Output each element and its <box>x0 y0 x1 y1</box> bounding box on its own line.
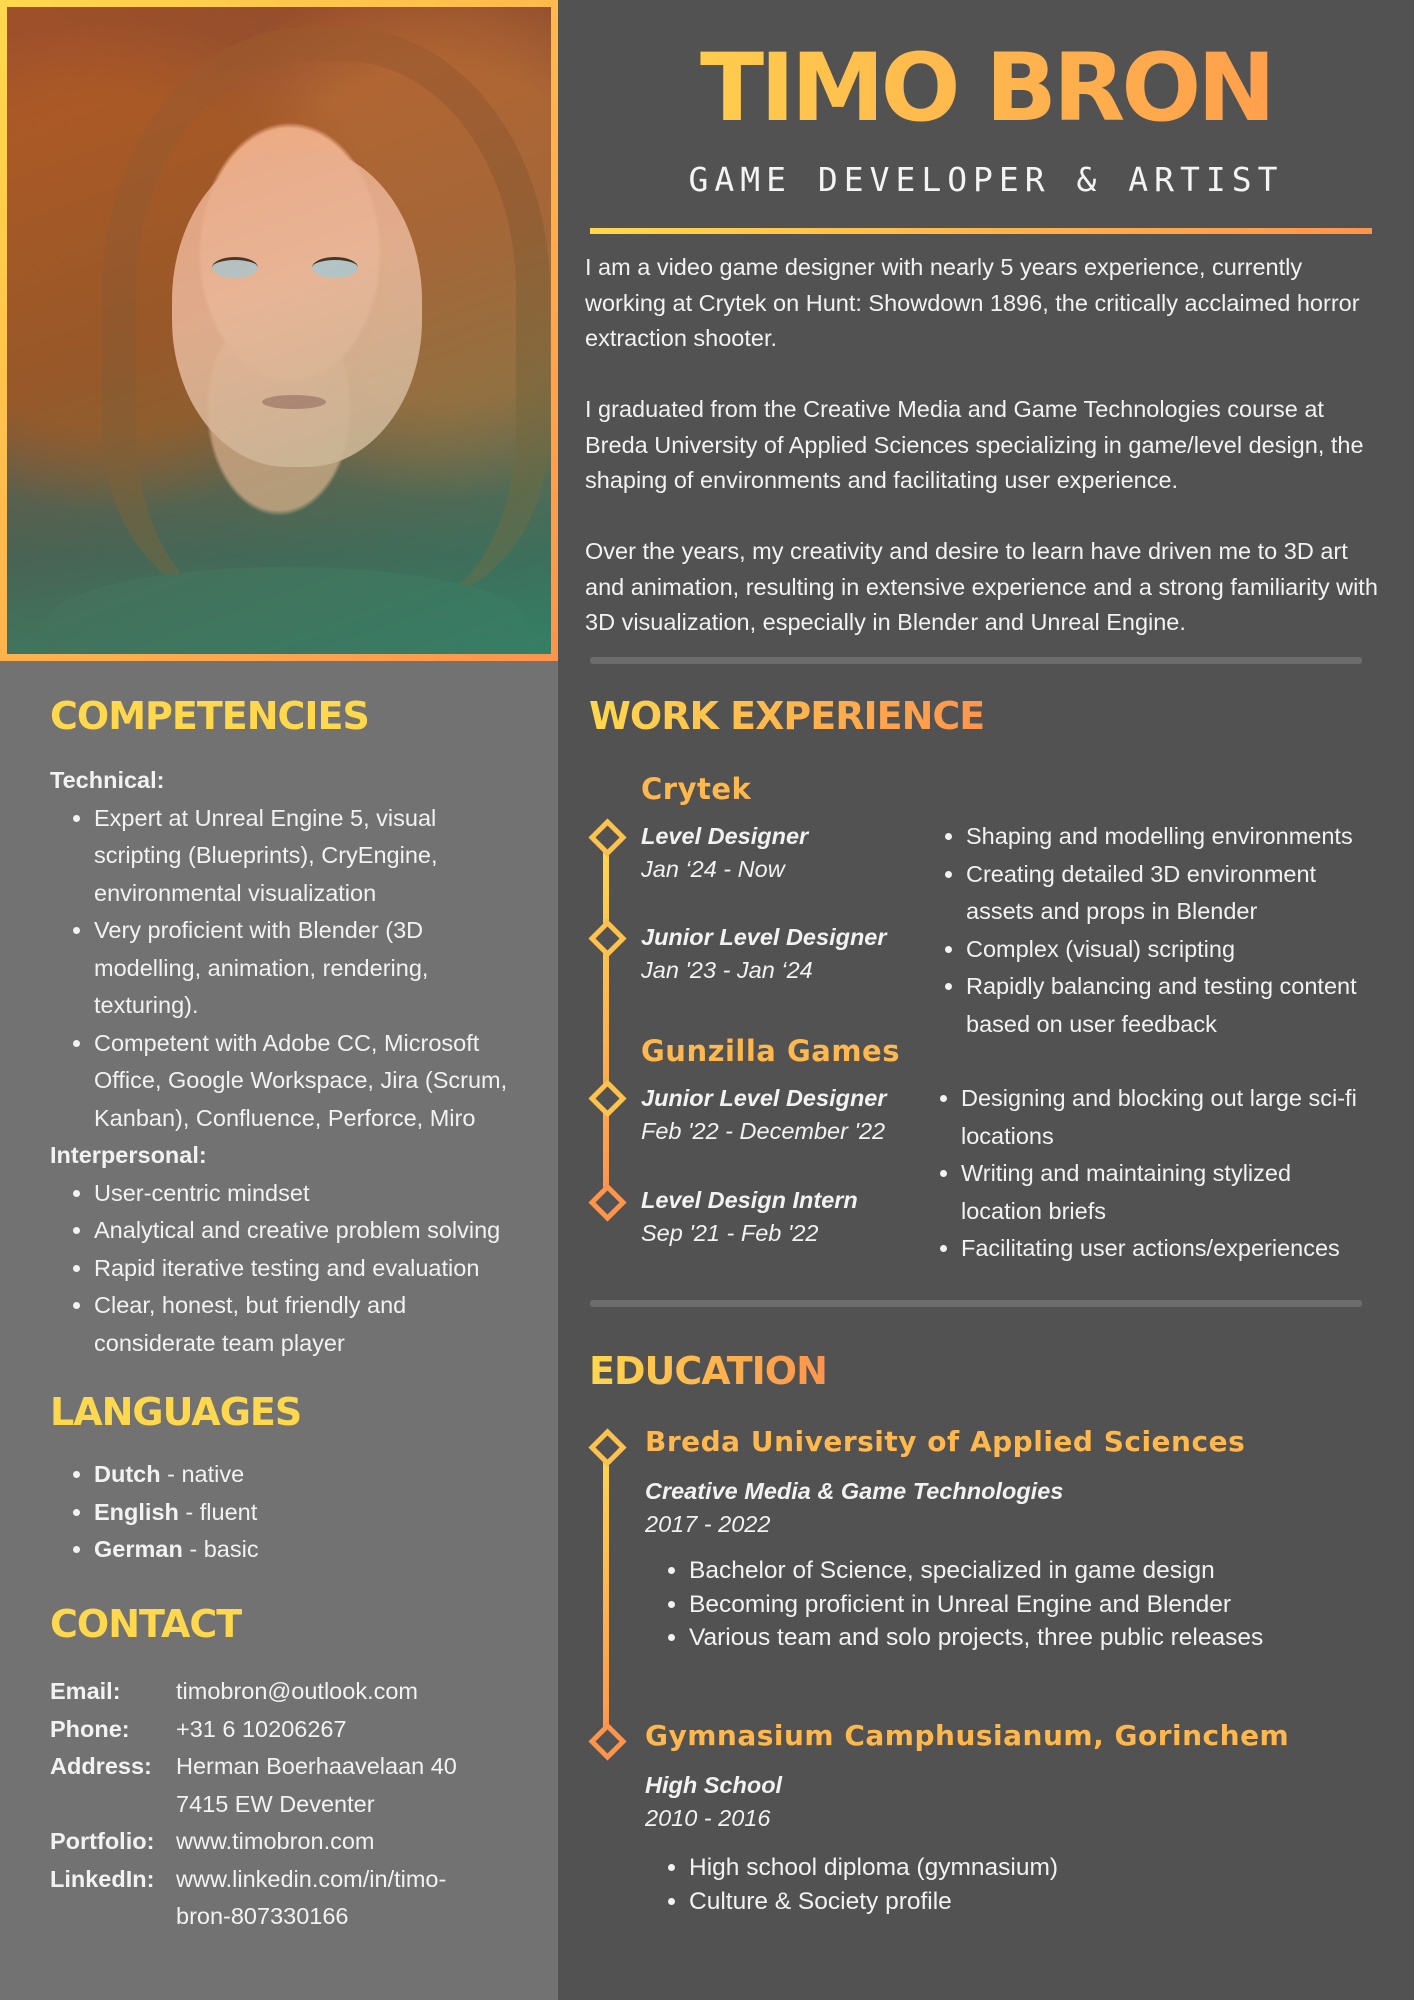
list-item: • Becoming proficient in Unreal Engine and Blender <box>689 1588 1365 1622</box>
education-entry <box>645 1475 1345 1541</box>
address-line: 7415 EW Deventer <box>176 1790 375 1817</box>
list-item: • Expert at Unreal Engine 5, visual scripting (Blueprints), CryEngine, environmental visualization <box>94 800 530 913</box>
job-title: Junior Level Designer <box>641 1085 887 1111</box>
list-item: • Shaping and modelling environments <box>966 818 1388 856</box>
photo-tint <box>7 7 551 654</box>
language-level: - fluent <box>178 1498 258 1525</box>
job-entry <box>641 921 931 987</box>
school-name: Gymnasium Camphusianum, Gorinchem <box>645 1719 1290 1752</box>
language-name: German <box>94 1536 183 1562</box>
email-value[interactable]: timobron@outlook.com <box>176 1678 418 1704</box>
language-item <box>94 1494 530 1532</box>
section-divider <box>590 657 1362 664</box>
list-item: • High school diploma (gymnasium) <box>689 1851 1365 1885</box>
list-item: • Various team and solo projects, three public releases <box>689 1621 1365 1655</box>
page-title: TIMO BRON <box>558 34 1414 144</box>
technical-label: Technical: <box>50 767 165 793</box>
job-dates: Feb '22 - December '22 <box>641 1118 886 1144</box>
address-label: Address: <box>50 1753 152 1779</box>
education-dates: 2010 - 2016 <box>645 1805 771 1831</box>
work-experience-heading: WORK EXPERIENCE <box>589 694 985 738</box>
linkedin-line: bron-807330166 <box>176 1903 349 1929</box>
profile-photo <box>0 0 558 661</box>
language-item <box>94 1531 530 1569</box>
header-divider <box>590 228 1372 234</box>
job-title: Junior Level Designer <box>641 924 887 950</box>
competencies-heading: COMPETENCIES <box>50 694 369 738</box>
list-item: • Writing and maintaining stylized location briefs <box>961 1155 1373 1230</box>
languages-heading: LANGUAGES <box>50 1390 302 1434</box>
language-name: Dutch <box>94 1461 161 1487</box>
school-name: Breda University of Applied Sciences <box>645 1425 1246 1458</box>
list-item: • Analytical and creative problem solving <box>94 1212 530 1250</box>
contact-heading: CONTACT <box>50 1602 242 1646</box>
portfolio-label: Portfolio: <box>50 1828 155 1854</box>
list-item: • User-centric mindset <box>94 1175 530 1213</box>
program-name: Creative Media & Game Technologies <box>645 1478 1064 1504</box>
about-paragraph: I am a video game designer with nearly 5 years experience, currently working at Crytek on Hunt: Showdown 1896, the critically acclaimed horror extraction shooter. <box>585 254 1360 351</box>
gymnasium-details <box>645 1851 1365 1918</box>
about-paragraph: Over the years, my creativity and desire to learn have driven me to 3D art and animation, resulting in extensive experience and a strong familiarity with 3D visualization, especially in Blender and Unreal Engine. <box>585 538 1378 635</box>
language-item <box>94 1456 530 1494</box>
program-name: High School <box>645 1772 783 1798</box>
about-paragraph: I graduated from the Creative Media and Game Technologies course at Breda University of Applied Sciences specializing in game/level design, the shaping of environments and facilitating user experience. <box>585 396 1364 493</box>
address-value <box>176 1748 457 1823</box>
linkedin-line: www.linkedin.com/in/timo- <box>176 1865 447 1892</box>
job-entry <box>641 820 931 886</box>
phone-value[interactable]: +31 6 10206267 <box>176 1715 347 1742</box>
list-item: • Culture & Society profile <box>689 1885 1365 1919</box>
phone-label: Phone: <box>50 1715 130 1742</box>
address-line: Herman Boerhaavelaan 40 <box>176 1753 457 1779</box>
email-label: Email: <box>50 1678 121 1704</box>
job-dates: Jan ‘24 - Now <box>641 856 785 882</box>
interpersonal-label: Interpersonal: <box>50 1142 207 1168</box>
language-level: - basic <box>182 1536 259 1562</box>
list-item: • Rapid iterative testing and evaluation <box>94 1250 530 1288</box>
job-entry <box>641 1082 941 1148</box>
list-item: • Bachelor of Science, specialized in game design <box>689 1554 1365 1588</box>
education-dates: 2017 - 2022 <box>645 1511 771 1537</box>
job-title: GAME DEVELOPER & ARTIST <box>688 160 1284 199</box>
linkedin-link[interactable] <box>176 1861 446 1936</box>
education-entry <box>645 1769 1345 1835</box>
list-item: • Clear, honest, but friendly and considerate team player <box>94 1287 530 1362</box>
list-item: • Rapidly balancing and testing content based on user feedback <box>966 968 1388 1043</box>
list-item: • Creating detailed 3D environment assets and props in Blender <box>966 856 1388 931</box>
about-section <box>585 250 1385 676</box>
work-timeline <box>603 836 609 1201</box>
crytek-duties <box>938 818 1388 1043</box>
job-entry <box>641 1184 931 1250</box>
breda-details <box>645 1554 1365 1655</box>
job-dates: Sep '21 - Feb '22 <box>641 1220 819 1246</box>
languages-list <box>50 1456 530 1569</box>
portfolio-link[interactable]: www.timobron.com <box>176 1828 375 1854</box>
gunzilla-duties <box>933 1080 1373 1268</box>
company-gunzilla: Gunzilla Games <box>641 1034 900 1068</box>
list-item: • Competent with Adobe CC, Microsoft Office, Google Workspace, Jira (Scrum, Kanban), Confluence, Perforce, Miro <box>94 1025 530 1138</box>
section-divider <box>590 1300 1362 1307</box>
education-heading: EDUCATION <box>589 1349 827 1393</box>
job-title: Level Designer <box>641 823 809 849</box>
education-timeline <box>603 1446 609 1739</box>
list-item: • Designing and blocking out large sci-fi locations <box>961 1080 1373 1155</box>
list-item: • Facilitating user actions/experiences <box>961 1230 1373 1268</box>
job-title: Level Design Intern <box>641 1187 858 1213</box>
competencies-list <box>50 762 530 1362</box>
list-item: • Complex (visual) scripting <box>966 931 1388 969</box>
linkedin-label: LinkedIn: <box>50 1865 155 1892</box>
language-name: English <box>94 1498 179 1525</box>
language-level: - native <box>160 1461 245 1487</box>
contact-list <box>50 1673 540 1936</box>
job-dates: Jan '23 - Jan ‘24 <box>641 957 813 983</box>
list-item: • Very proficient with Blender (3D modelling, animation, rendering, texturing). <box>94 912 530 1025</box>
company-crytek: Crytek <box>641 772 752 806</box>
